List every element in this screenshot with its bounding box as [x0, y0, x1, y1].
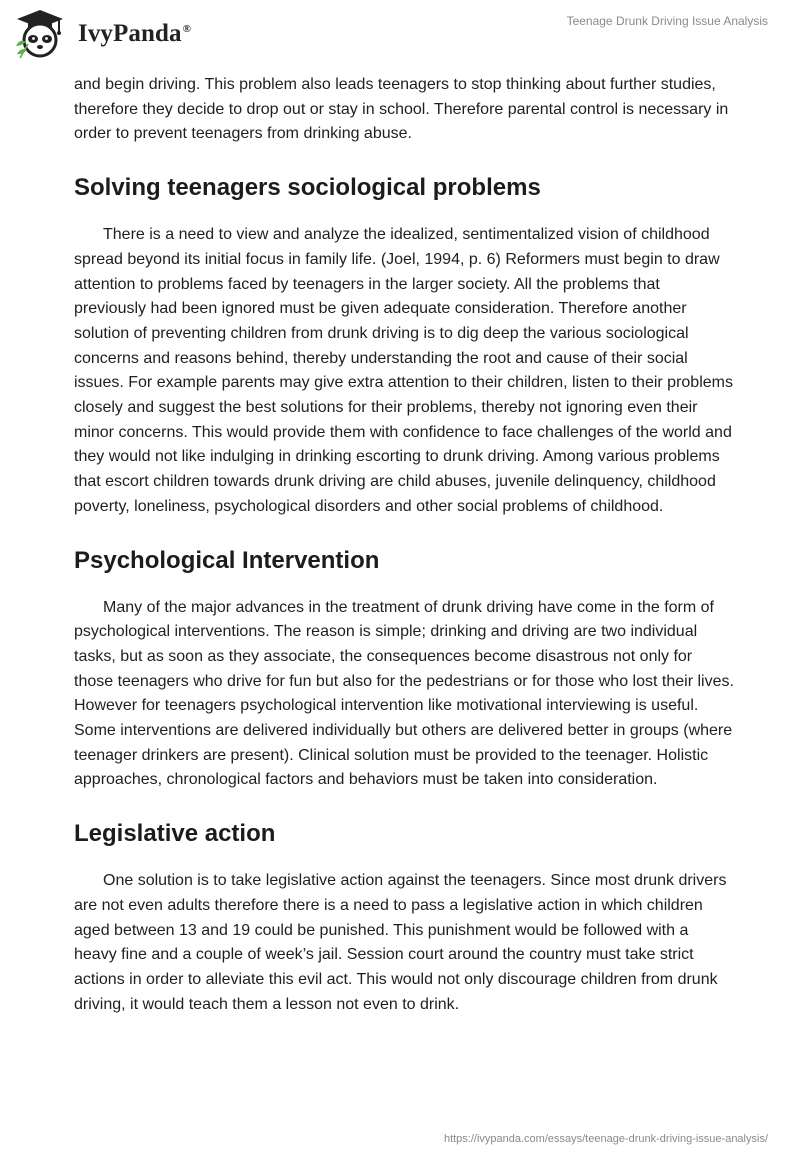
brand-name: IvyPanda®	[78, 20, 191, 47]
essay-content	[74, 73, 734, 1017]
section-paragraph-legislative: One solution is to take legislative action against the teenagers. Since most drunk drivers are not even adults therefore there is a need to pass a legislative action in which children aged between 13 and 19 could be punished. This punishment would be followed with a heavy fine and a couple of week’s jail. Session court around the country must take strict actions in order to alleviate this evil act. This would not only discourage children from drunk driving, it would teach them a lesson not even to drink.	[74, 872, 727, 1013]
section-heading-sociological: Solving teenagers sociological problems	[74, 174, 541, 202]
intro-paragraph: and begin driving. This problem also leads teenagers to stop thinking about further studies, therefore they decide to drop out or stay in school. Therefore parental control is necessary in order to prevent teenagers from drinking abuse.	[74, 76, 729, 143]
page-header	[0, 0, 800, 70]
registered-mark: ®	[182, 22, 191, 35]
section-paragraph-sociological: There is a need to view and analyze the idealized, sentimentalized vision of childhood spread beyond its initial focus in family life. (Joel, 1994, p. 6) Reformers must begin to draw attention to problems faced by teenagers in the larger society. All the problems that previously had been ignored must be given adequate consideration. Therefore another solution of preventing children from drunk driving is to dig deep the various sociological concerns and reasons behind, thereby understanding the root and cause of their social issues. For example parents may give extra attention to their children, listen to their problems closely and suggest the best solutions for their problems, thereby not ignoring even their minor concerns. This would provide them with confidence to face challenges of the world and they would not like indulging in drinking escorting to drunk driving. Among various problems that escort children towards drunk driving are child abuses, juvenile delinquency, childhood poverty, loneliness, psychological disorders and other social problems of childhood.	[74, 226, 733, 515]
section-paragraph-psychological: Many of the major advances in the treatment of drunk driving have come in the form of psychological interventions. The reason is simple; drinking and driving are two individual tasks, but as soon as they associate, the consequences become disastrous not only for those teenagers who drive for fun but also for the pedestrians or for those who lost their lives. However for teenagers psychological intervention like motivational interviewing is useful. Some interventions are delivered individually but others are delivered better in groups (where teenager drinkers are present). Clinical solution must be provided to the teenager. Holistic approaches, chronological factors and behaviors must be taken into consideration.	[74, 598, 734, 789]
brand-logo[interactable]	[14, 8, 191, 60]
document-title: Teenage Drunk Driving Issue Analysis	[566, 14, 768, 28]
section-heading-legislative: Legislative action	[74, 820, 276, 848]
section-heading-psychological: Psychological Intervention	[74, 546, 380, 574]
panda-graduation-cap-icon	[14, 8, 66, 60]
source-url[interactable]: https://ivypanda.com/essays/teenage-drunk-driving-issue-analysis/	[443, 1133, 768, 1145]
